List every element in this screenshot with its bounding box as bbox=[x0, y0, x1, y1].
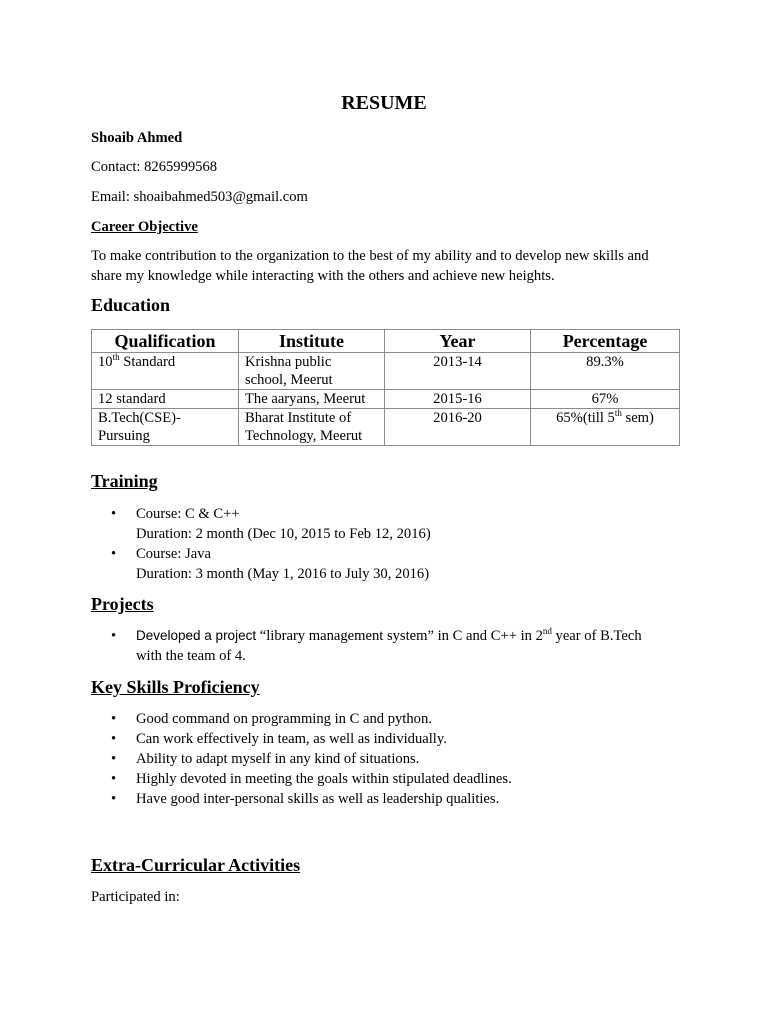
list-item: • Have good inter-personal skills as well as leadership qualities. bbox=[91, 789, 512, 809]
cell-year: 2013-14 bbox=[385, 353, 531, 390]
candidate-name: Shoaib Ahmed bbox=[91, 130, 183, 146]
skills-list bbox=[91, 709, 512, 809]
training-heading: Training bbox=[91, 471, 158, 491]
projects-heading: Projects bbox=[91, 594, 154, 614]
table-header-row bbox=[92, 330, 680, 353]
table-row bbox=[92, 409, 680, 446]
extra-curricular-heading: Extra-Curricular Activities bbox=[91, 855, 301, 875]
email-line: Email: shoaibahmed503@gmail.com bbox=[91, 189, 308, 205]
cell-percentage: 67% bbox=[531, 390, 680, 409]
table-row bbox=[92, 390, 680, 409]
career-objective-heading: Career Objective bbox=[91, 219, 198, 235]
career-objective-line-2: share my knowledge while interacting with the others and achieve new heights. bbox=[91, 268, 555, 284]
cell-institute: Bharat Institute of Technology, Meerut bbox=[239, 409, 385, 446]
cell-percentage: 65%(till 5th sem) bbox=[531, 409, 680, 446]
contact-line: Contact: 8265999568 bbox=[91, 159, 218, 175]
list-item: • Developed a project “library management system” in C and C++ in 2nd year of B.Tech with the team of 4. bbox=[91, 626, 642, 666]
list-item: • Good command on programming in C and python. bbox=[91, 709, 512, 729]
skills-heading: Key Skills Proficiency bbox=[91, 677, 260, 697]
header-institute: Institute bbox=[239, 330, 385, 353]
education-heading: Education bbox=[91, 295, 171, 315]
table-row bbox=[92, 353, 680, 390]
list-item: • Can work effectively in team, as well as individually. bbox=[91, 729, 512, 749]
projects-list bbox=[91, 626, 642, 666]
cell-qualification: 12 standard bbox=[92, 390, 239, 409]
header-year: Year bbox=[385, 330, 531, 353]
list-item: • Ability to adapt myself in any kind of situations. bbox=[91, 749, 512, 769]
list-item: • Highly devoted in meeting the goals within stipulated deadlines. bbox=[91, 769, 512, 789]
list-item: • Course: C & C++ Duration: 2 month (Dec 10, 2015 to Feb 12, 2016) bbox=[91, 504, 431, 544]
resume-title: RESUME bbox=[341, 92, 427, 114]
cell-year: 2015-16 bbox=[385, 390, 531, 409]
extra-curricular-text: Participated in: bbox=[91, 889, 180, 905]
header-qualification: Qualification bbox=[92, 330, 239, 353]
cell-institute: The aaryans, Meerut bbox=[239, 390, 385, 409]
career-objective-line-1: To make contribution to the organization to the best of my ability and to develop new skills and bbox=[91, 248, 649, 264]
cell-qualification: B.Tech(CSE)- Pursuing bbox=[92, 409, 239, 446]
cell-year: 2016-20 bbox=[385, 409, 531, 446]
cell-percentage: 89.3% bbox=[531, 353, 680, 390]
cell-institute: Krishna public school, Meerut bbox=[239, 353, 385, 390]
education-table bbox=[91, 329, 680, 446]
cell-qualification: 10th Standard bbox=[92, 353, 239, 390]
header-percentage: Percentage bbox=[531, 330, 680, 353]
list-item: • Course: Java Duration: 3 month (May 1, 2016 to July 30, 2016) bbox=[91, 544, 431, 584]
training-list bbox=[91, 504, 431, 584]
